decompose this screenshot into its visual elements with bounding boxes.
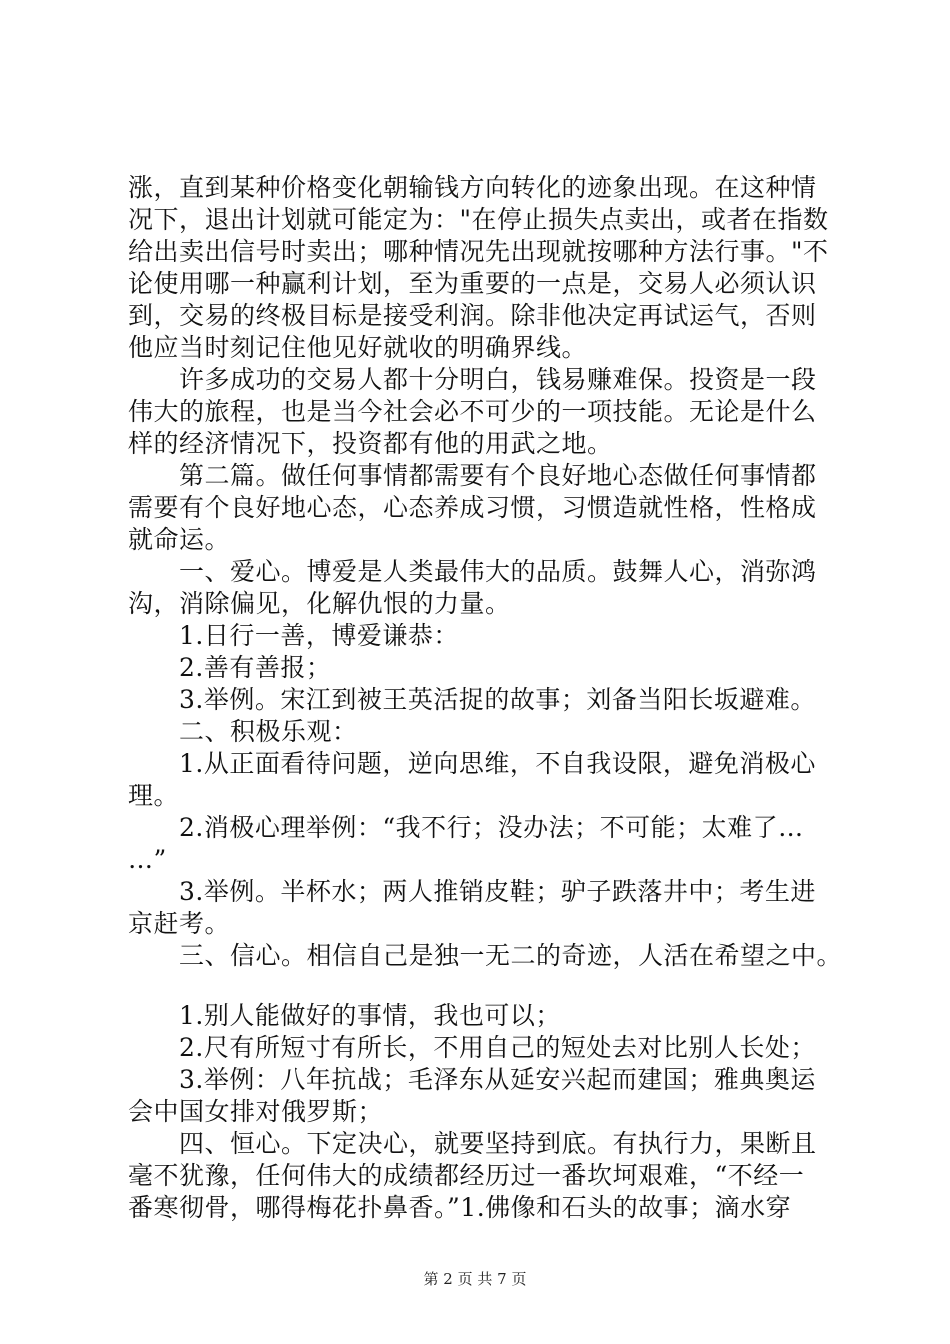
text-line: 二、积极乐观：: [128, 717, 358, 746]
text-line: 四、恒心。下定决心，就要坚持到底。有执行力，果断且: [128, 1129, 817, 1158]
text-line: 3.举例：八年抗战；毛泽东从延安兴起而建国；雅典奥运: [128, 1065, 816, 1094]
text-line: 论使用哪一种赢利计划，至为重要的一点是，交易人必须认识: [128, 269, 817, 298]
text-line: 2.尺有所短寸有所长，不用自己的短处去对比别人长处；: [128, 1033, 816, 1062]
text-line: 番寒彻骨，哪得梅花扑鼻香。”1.佛像和石头的故事；滴水穿: [128, 1193, 792, 1222]
text-line: 到，交易的终极目标是接受利润。除非他决定再试运气，否则: [128, 301, 817, 330]
text-line: 京赶考。: [128, 909, 231, 938]
text-line: 三、信心。相信自己是独一无二的奇迹，人活在希望之中。: [128, 941, 843, 970]
text-line: 需要有个良好地心态，心态养成习惯，习惯造就性格，性格成: [128, 493, 817, 522]
paragraph-gap: [128, 972, 854, 1000]
text-line: 2.消极心理举例：“我不行；没办法；不可能；太难了…: [128, 813, 804, 842]
text-line: 3.举例。宋江到被王英活捉的故事；刘备当阳长坂避难。: [128, 685, 816, 714]
text-line: 理。: [128, 781, 180, 810]
text-line: 一、爱心。博爱是人类最伟大的品质。鼓舞人心，消弥鸿: [128, 557, 817, 586]
text-line: 第二篇。做任何事情都需要有个良好地心态做任何事情都: [128, 461, 817, 490]
text-line: 毫不犹豫，任何伟大的成绩都经历过一番坎坷艰难，“不经一: [128, 1161, 805, 1190]
text-line: 涨，直到某种价格变化朝输钱方向转化的迹象出现。在这种情: [128, 173, 817, 202]
text-line: 伟大的旅程，也是当今社会必不可少的一项技能。无论是什么: [128, 397, 817, 426]
text-line: 1.从正面看待问题，逆向思维，不自我设限，避免消极心: [128, 749, 816, 778]
text-line: 样的经济情况下，投资都有他的用武之地。: [128, 429, 613, 458]
text-line: 况下，退出计划就可能定为："在停止损失点卖出，或者在指数: [128, 205, 829, 234]
text-line: …”: [128, 845, 167, 874]
text-line: 会中国女排对俄罗斯；: [128, 1097, 384, 1126]
text-line: 沟，消除偏见，化解仇恨的力量。: [128, 589, 511, 618]
text-line: 许多成功的交易人都十分明白，钱易赚难保。投资是一段: [128, 365, 817, 394]
text-line: 1.日行一善，博爱谦恭：: [128, 621, 459, 650]
text-line: 给出卖出信号时卖出；哪种情况先出现就按哪种方法行事。"不: [128, 237, 829, 266]
document-body: [128, 172, 854, 1224]
text-line: 3.举例。半杯水；两人推销皮鞋；驴子跌落井中；考生进: [128, 877, 816, 906]
text-line: 2.善有善报；: [128, 653, 332, 682]
text-line: 就命运。: [128, 525, 231, 554]
text-line: 他应当时刻记住他见好就收的明确界线。: [128, 333, 588, 362]
page-number: 第 2 页 共 7 页: [423, 1270, 527, 1288]
text-line: 1.别人能做好的事情，我也可以；: [128, 1001, 561, 1030]
